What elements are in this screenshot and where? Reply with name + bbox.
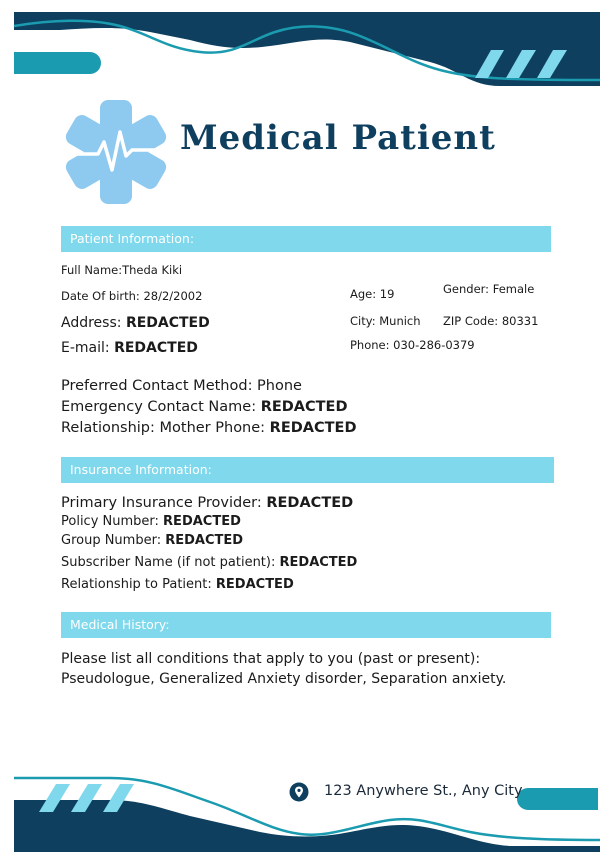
preferred-contact: Preferred Contact Method: Phone — [61, 378, 302, 394]
insurance-info-heading: Insurance Information: — [61, 457, 554, 483]
city: City: Munich — [350, 314, 421, 328]
subscriber-name-value: REDACTED — [279, 555, 358, 570]
policy-number-label: Policy Number: — [61, 514, 159, 529]
email-value: REDACTED — [114, 340, 198, 356]
email-label: E-mail: — [61, 340, 110, 356]
patient-info-heading: Patient Information: — [61, 226, 551, 252]
star-of-life-heartbeat-icon — [60, 96, 172, 208]
subscriber-name-label: Subscriber Name (if not patient): — [61, 555, 276, 570]
zip-code: ZIP Code: 80331 — [443, 314, 539, 328]
emergency-contact-label: Emergency Contact Name: — [61, 399, 257, 415]
group-number-value: REDACTED — [165, 533, 244, 548]
group-number-line — [61, 533, 243, 548]
policy-number-line — [61, 514, 241, 529]
medical-history-conditions: Pseudologue, Generalized Anxiety disorder, Separation anxiety. — [61, 671, 507, 687]
relationship-line — [61, 420, 356, 436]
relationship-to-patient-line — [61, 577, 294, 592]
address-value: REDACTED — [125, 315, 210, 331]
group-number-label: Group Number: — [61, 533, 162, 548]
header-decoration — [0, 0, 613, 110]
subscriber-name-line — [61, 555, 357, 570]
policy-number-value: REDACTED — [163, 514, 241, 529]
phone: Phone: 030-286-0379 — [350, 338, 475, 352]
insurance-provider-label: Primary Insurance Provider: — [61, 495, 262, 511]
age: Age: 19 — [350, 287, 395, 301]
document-title: Medical Patient — [180, 118, 496, 158]
full-name: Full Name:Theda Kiki — [61, 263, 183, 277]
relationship-to-patient-value: REDACTED — [215, 577, 294, 592]
medical-history-heading: Medical History: — [61, 612, 551, 638]
map-pin-icon — [289, 782, 309, 802]
gender: Gender: Female — [443, 282, 535, 296]
relationship-to-patient-label: Relationship to Patient: — [61, 577, 212, 592]
insurance-provider-line — [61, 495, 353, 511]
emergency-contact-value: REDACTED — [260, 399, 348, 415]
emergency-contact-line — [61, 399, 348, 415]
date-of-birth: Date Of birth: 28/2/2002 — [61, 289, 203, 303]
footer-address: 123 Anywhere St., Any City — [324, 783, 523, 799]
relationship-label: Relationship: Mother Phone: — [61, 420, 266, 436]
address-line — [61, 315, 210, 331]
relationship-phone-value: REDACTED — [269, 420, 357, 436]
medical-history-prompt: Please list all conditions that apply to you (past or present): — [61, 651, 481, 667]
footer-decoration — [0, 760, 613, 866]
email-line — [61, 340, 198, 356]
insurance-provider-value: REDACTED — [266, 495, 354, 511]
address-label: Address: — [61, 315, 122, 331]
